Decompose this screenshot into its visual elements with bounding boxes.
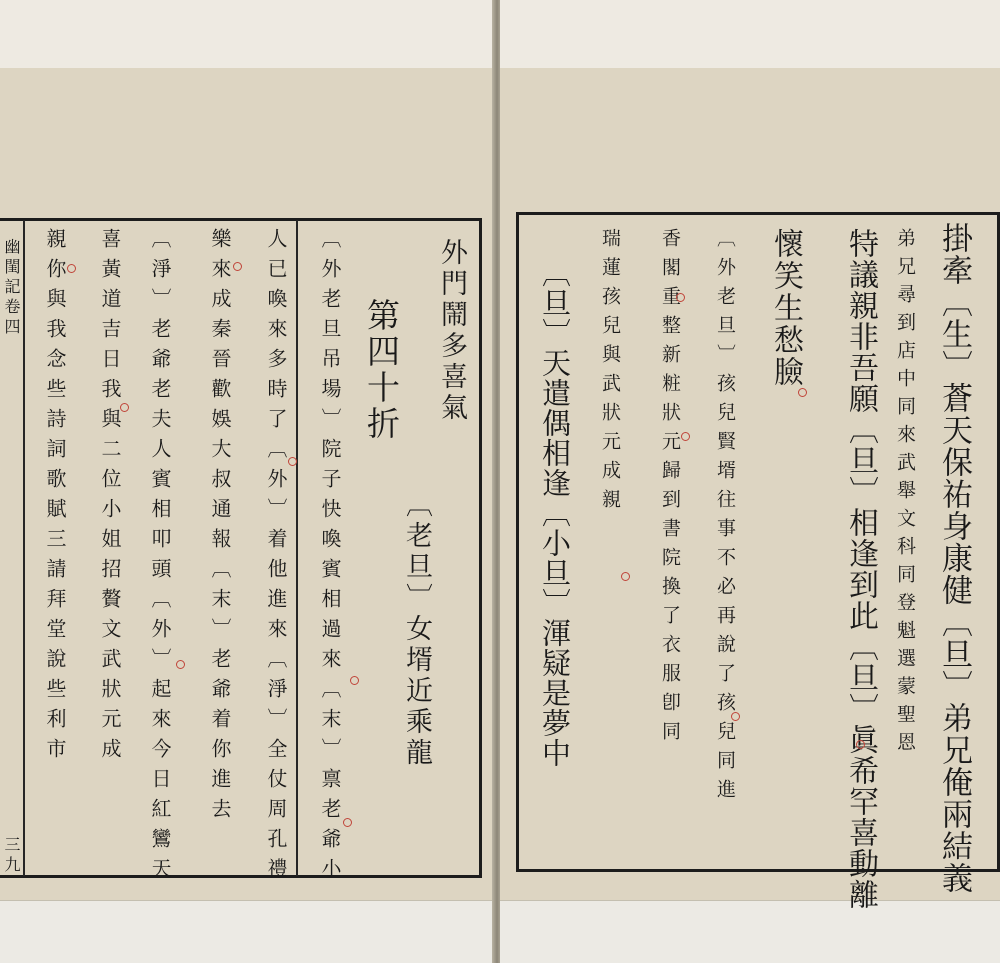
right-text-frame (516, 212, 1000, 872)
punctuation-mark (731, 712, 740, 721)
punctuation-mark (681, 432, 690, 441)
chapter-heading: 第四十折 (362, 298, 401, 442)
page-number: 三九 (2, 836, 21, 876)
text-column-2: 弟兄尋到店中同來武舉文科同登魁選蒙聖恩 (894, 228, 916, 760)
text-column-5: 喜黃道吉日我與二位小姐招贅文武狀元成 (98, 228, 122, 768)
punctuation-mark (233, 262, 242, 271)
left-page (0, 0, 494, 963)
text-column-6: 香閣重整新粧狀元歸到書院換了衣服卽同 (659, 228, 681, 750)
punctuation-mark (288, 457, 297, 466)
right-tissue-top (500, 0, 1000, 69)
text-column-3: 樂來成秦晉歡娛大叔通報〔末〕老爺着你進去 (208, 228, 232, 828)
punctuation-mark (676, 293, 685, 302)
left-margin-rule (23, 220, 25, 876)
text-column-4: 〔淨〕老爺老夫人賓相叩頭〔外〕起來今日紅鸞天 (148, 228, 172, 888)
text-column-5: 〔外老旦〕孩兒賢壻往事不必再說了孩兒同進 (714, 228, 736, 808)
right-tissue-bottom (500, 900, 1000, 963)
verse-line-1: 外門鬧多喜氣 (436, 238, 467, 424)
text-column-8: 〔旦〕天遣偶相逢〔小旦〕渾疑是夢中 (538, 258, 572, 768)
verse-line-2: 〔老旦〕女壻近乘龍 (401, 490, 432, 769)
punctuation-mark (350, 676, 359, 685)
punctuation-mark (621, 572, 630, 581)
punctuation-mark (67, 264, 76, 273)
punctuation-mark (176, 660, 185, 669)
margin-title: 幽閨記卷四 (2, 238, 21, 338)
text-column-3: 特議親非吾願〔旦〕相逢到此〔旦〕眞希罕喜動離 (843, 228, 878, 910)
left-tissue-bottom (0, 900, 494, 963)
punctuation-mark (856, 740, 865, 749)
text-column-4: 懷笑生愁臉 (768, 228, 803, 388)
text-column-2: 人已喚來多時了〔外〕着他進來〔淨〕全仗周孔禮 (264, 228, 288, 888)
punctuation-mark (343, 818, 352, 827)
punctuation-mark (120, 403, 129, 412)
text-column-1: 掛牽〔生〕蒼天保祐身康健〔旦〕弟兄俺兩結義 (936, 222, 972, 894)
left-column-rule (296, 220, 298, 876)
right-page (500, 0, 1000, 963)
text-column-1: 〔外老旦吊場〕院子快喚賓相過來〔末〕禀老爺小 (318, 228, 342, 888)
text-column-7: 瑞蓮孩兒與武狀元成親 (599, 228, 621, 518)
left-tissue-top (0, 0, 494, 69)
text-column-6: 親你與我念些詩詞歌賦三請拜堂說些利市 (43, 228, 67, 768)
punctuation-mark (798, 388, 807, 397)
